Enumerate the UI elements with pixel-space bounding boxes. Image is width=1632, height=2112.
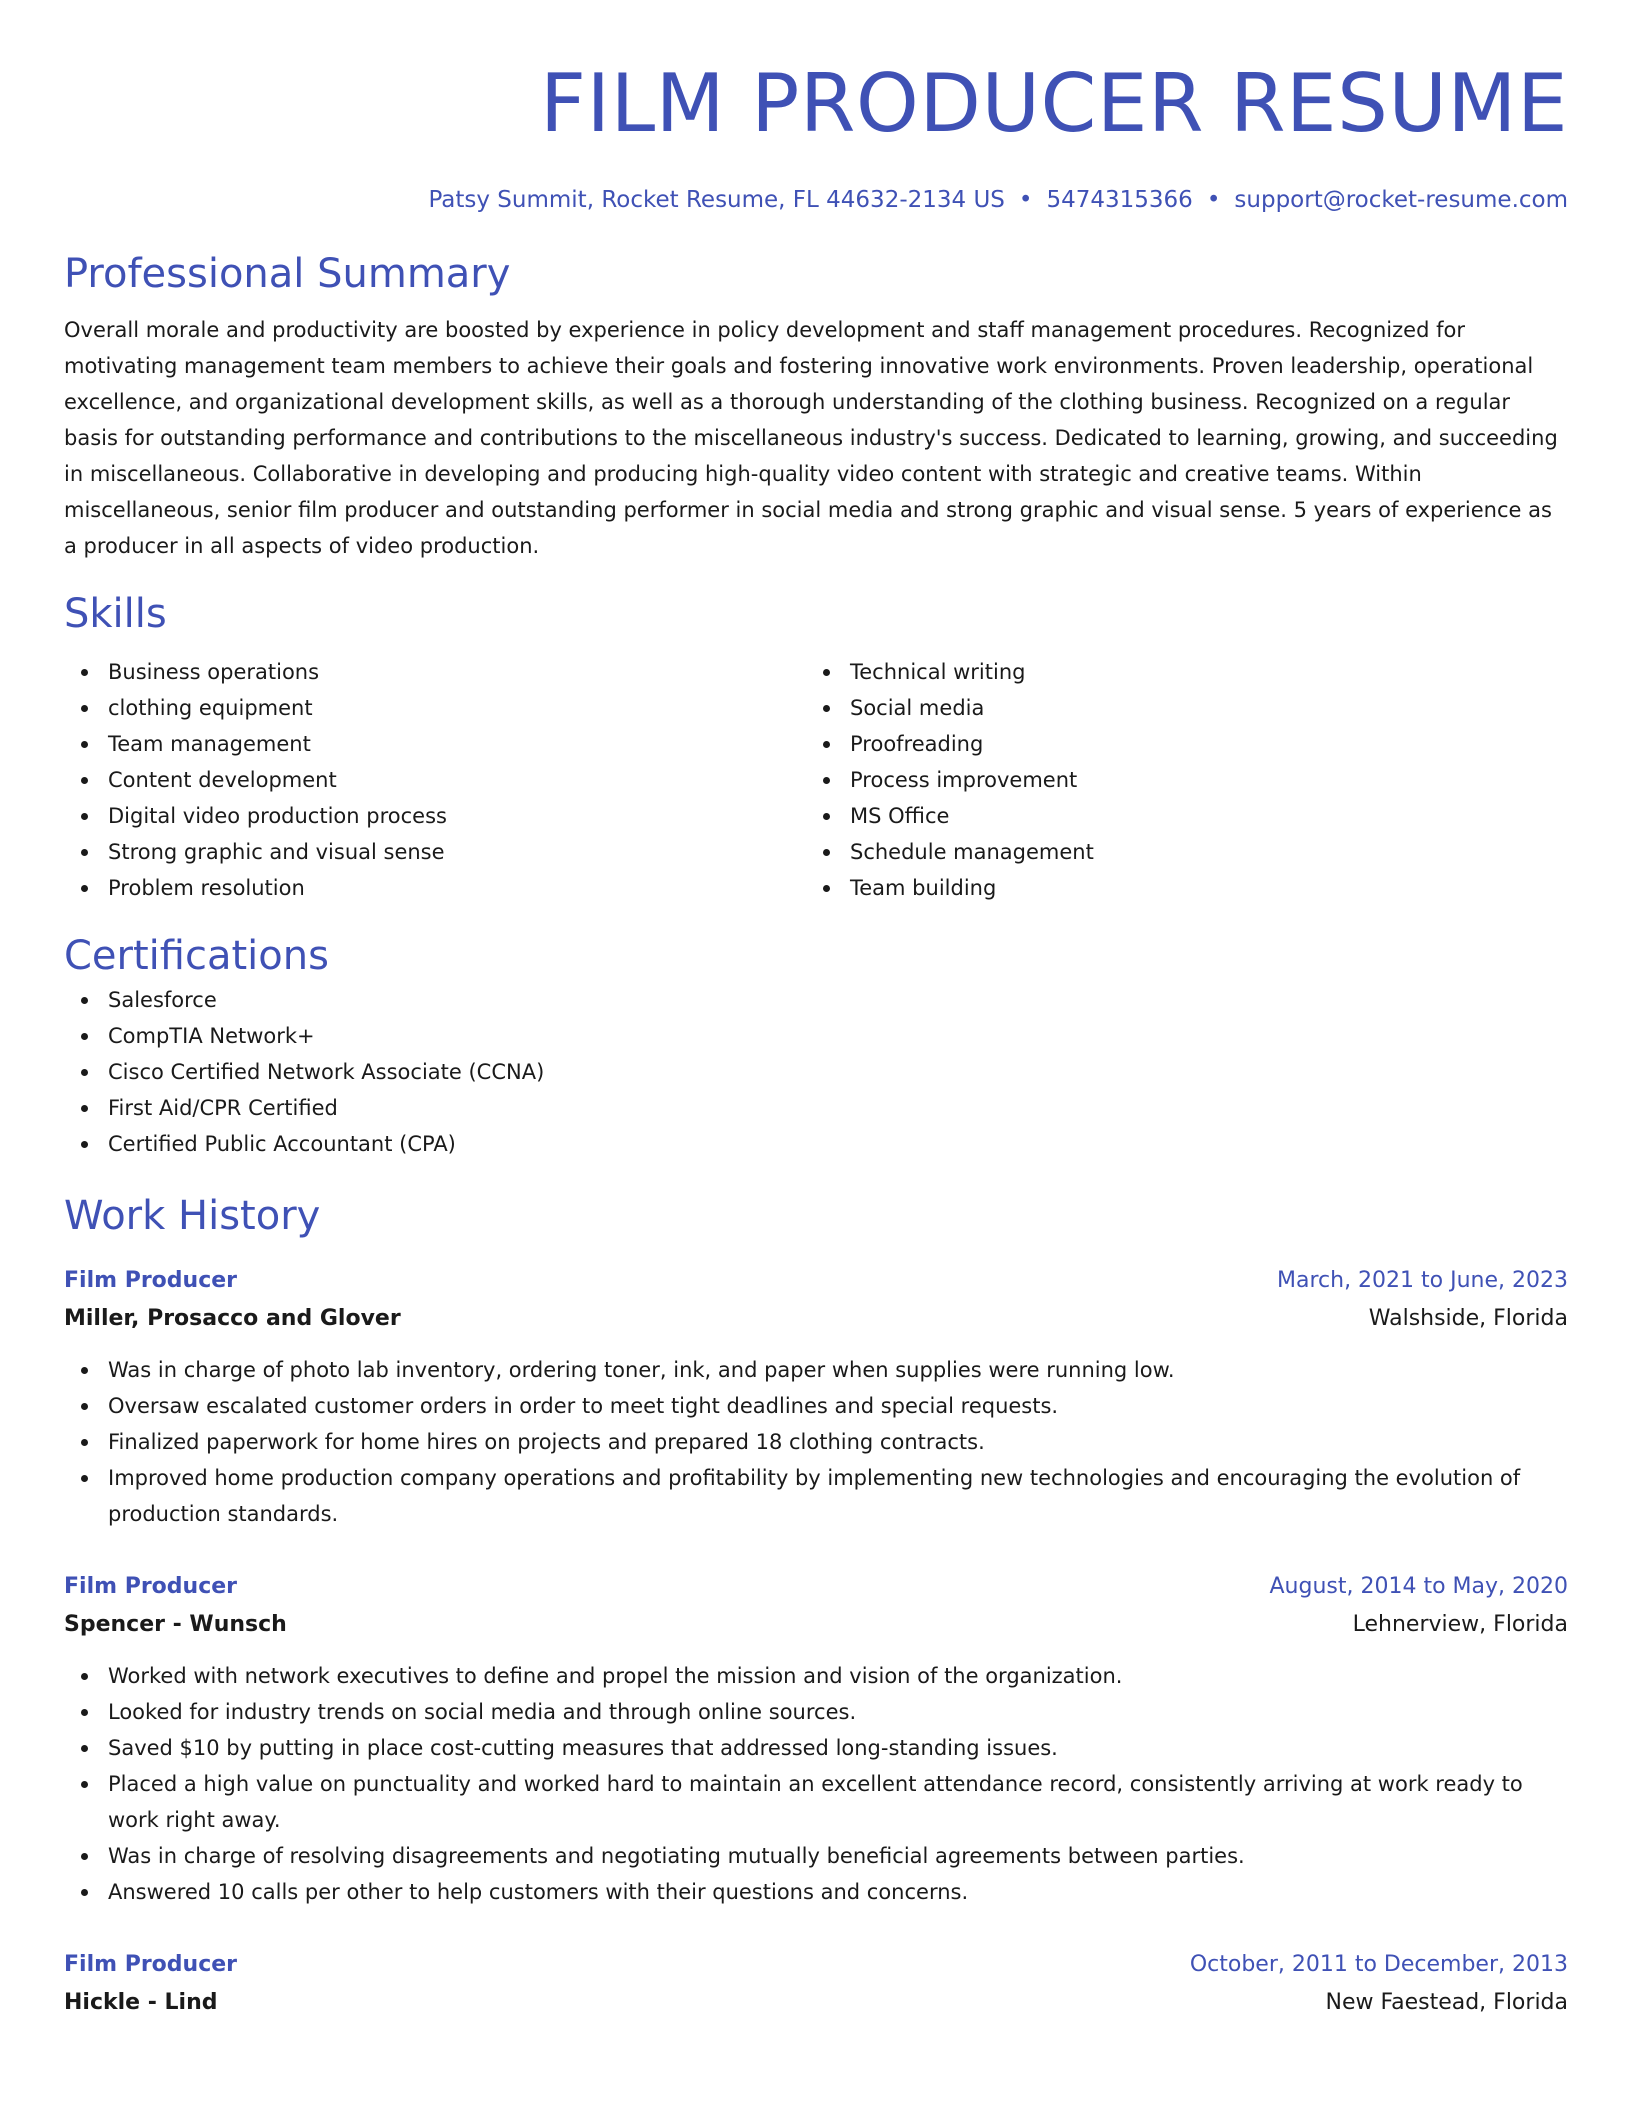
certification-item: Salesforce	[108, 982, 1568, 1018]
skill-item: Digital video production process	[108, 798, 806, 834]
job-role: Film Producer	[64, 1574, 238, 1599]
job-entry	[64, 1262, 1568, 1532]
job-company: Miller, Prosacco and Glover	[64, 1306, 401, 1331]
skill-item: Process improvement	[850, 762, 1548, 798]
skill-item: clothing equipment	[108, 690, 806, 726]
job-bullet: Looked for industry trends on social media and through online sources.	[108, 1694, 1568, 1730]
job-role: Film Producer	[64, 1952, 238, 1977]
skill-item: Problem resolution	[108, 870, 806, 906]
skill-item: Strong graphic and visual sense	[108, 834, 806, 870]
certifications-heading: Certifications	[64, 933, 329, 979]
skills-list-left	[64, 654, 806, 906]
job-bullets	[64, 1658, 1568, 1910]
work-history-heading: Work History	[64, 1193, 321, 1239]
job-bullet: Answered 10 calls per other to help customers with their questions and concerns.	[108, 1874, 1568, 1910]
contact-phone: 5474315366	[1046, 187, 1193, 213]
job-dates: October, 2011 to December, 2013	[1189, 1952, 1568, 1977]
skill-item: Team management	[108, 726, 806, 762]
certification-item: Cisco Certified Network Associate (CCNA)	[108, 1054, 1568, 1090]
job-header-row	[64, 1946, 1568, 1984]
job-company-row	[64, 1984, 1568, 2022]
job-header-row	[64, 1568, 1568, 1606]
contact-separator: •	[1018, 187, 1033, 213]
skill-item: Proofreading	[850, 726, 1548, 762]
skills-list-right	[806, 654, 1548, 906]
job-bullet: Was in charge of photo lab inventory, ordering toner, ink, and paper when supplies were running low.	[108, 1352, 1568, 1388]
contact-separator: •	[1206, 187, 1221, 213]
certifications-list	[64, 982, 1568, 1162]
skill-item: Team building	[850, 870, 1548, 906]
job-location: Walshside, Florida	[1368, 1306, 1568, 1331]
skill-item: Content development	[108, 762, 806, 798]
job-header-row	[64, 1262, 1568, 1300]
job-entry	[64, 1568, 1568, 1910]
job-company-row	[64, 1606, 1568, 1644]
job-location: Lehnerview, Florida	[1352, 1612, 1568, 1637]
job-bullet: Placed a high value on punctuality and worked hard to maintain an excellent attendance record, consistently arriving at work ready to work right away.	[108, 1766, 1568, 1838]
job-company: Spencer - Wunsch	[64, 1612, 287, 1637]
certification-item: Certified Public Accountant (CPA)	[108, 1126, 1568, 1162]
certification-item: CompTIA Network+	[108, 1018, 1568, 1054]
contact-email: support@rocket-resume.com	[1234, 187, 1568, 213]
skill-item: Schedule management	[850, 834, 1548, 870]
certification-item: First Aid/CPR Certified	[108, 1090, 1568, 1126]
job-role: Film Producer	[64, 1268, 238, 1293]
contact-address: Patsy Summit, Rocket Resume, FL 44632-2134 US	[428, 187, 1005, 213]
job-location: New Faestead, Florida	[1325, 1990, 1568, 2015]
contact-line	[64, 184, 1568, 216]
job-entry	[64, 1946, 1568, 2022]
job-bullet: Saved $10 by putting in place cost-cutting measures that addressed long-standing issues.	[108, 1730, 1568, 1766]
job-dates: March, 2021 to June, 2023	[1277, 1268, 1568, 1293]
skills-heading: Skills	[64, 591, 167, 637]
summary-heading: Professional Summary	[64, 251, 511, 297]
job-bullet: Oversaw escalated customer orders in order to meet tight deadlines and special requests.	[108, 1388, 1568, 1424]
job-bullet: Was in charge of resolving disagreements and negotiating mutually beneficial agreements between parties.	[108, 1838, 1568, 1874]
skills-grid	[64, 654, 1568, 906]
job-company-row	[64, 1300, 1568, 1338]
job-bullet: Finalized paperwork for home hires on projects and prepared 18 clothing contracts.	[108, 1424, 1568, 1460]
job-bullets	[64, 1352, 1568, 1532]
summary-text: Overall morale and productivity are boosted by experience in policy development and staff management procedures. Recognized for motivating management team members to achieve their goals and fostering innovative work environments. Proven leadership, operational excellence, and organizational development skills, as well as a thorough understanding of the clothing business. Recognized on a regular basis for outstanding performance and contributions to the miscellaneous industry's success. Dedicated to learning, growing, and succeeding in miscellaneous. Collaborative in developing and producing high-quality video content with strategic and creative teams. Within miscellaneous, senior film producer and outstanding performer in social media and strong graphic and visual sense. 5 years of experience as a producer in all aspects of video production.	[64, 318, 1558, 558]
job-dates: August, 2014 to May, 2020	[1269, 1574, 1568, 1599]
job-bullet: Worked with network executives to define and propel the mission and vision of the organization.	[108, 1658, 1568, 1694]
skill-item: Social media	[850, 690, 1548, 726]
skill-item: Business operations	[108, 654, 806, 690]
resume-title: FILM PRODUCER RESUME	[539, 57, 1568, 150]
skill-item: MS Office	[850, 798, 1548, 834]
skill-item: Technical writing	[850, 654, 1548, 690]
job-company: Hickle - Lind	[64, 1990, 218, 2015]
job-bullet: Improved home production company operations and profitability by implementing new technologies and encouraging the evolution of production standards.	[108, 1460, 1568, 1532]
